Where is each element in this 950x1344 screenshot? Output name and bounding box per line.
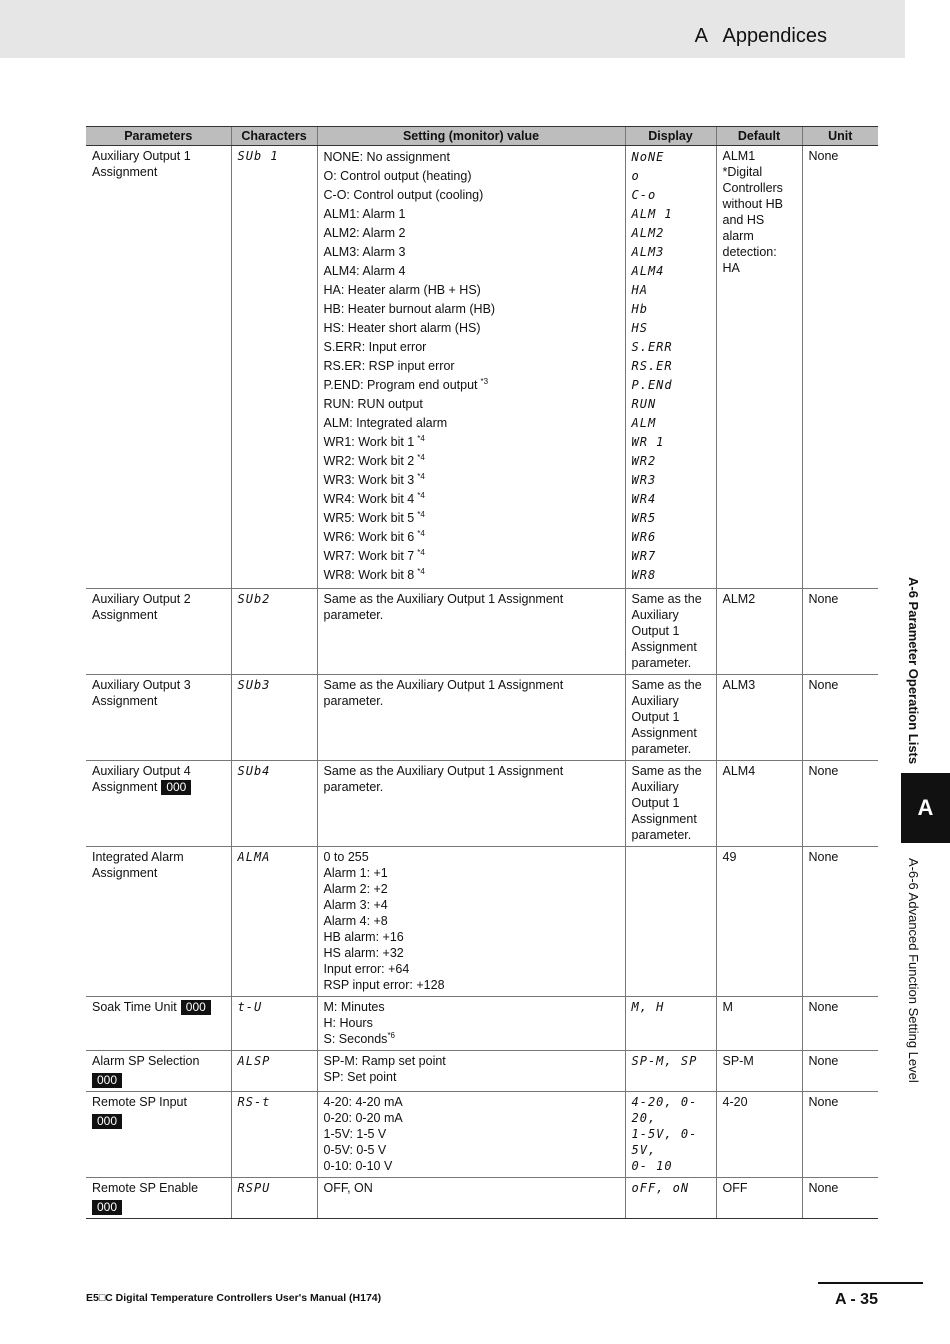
list-item — [632, 224, 710, 243]
list-item-text: 4-20: 4-20 mA — [323, 1095, 403, 1109]
list-item-text: ALM 1 — [631, 207, 673, 221]
param-characters: SUb2 — [231, 589, 317, 675]
list-item-text: ALM1 — [722, 149, 756, 163]
list-item — [324, 849, 619, 865]
list-item-text: Input error: +64 — [323, 962, 410, 976]
list-item-text: S.ERR: Input error — [323, 340, 427, 354]
list-item — [632, 186, 710, 205]
page-header — [0, 0, 905, 58]
footnote-ref: *4 — [417, 433, 425, 443]
list-item-text: WR5 — [631, 511, 657, 525]
list-item-text: 0-20: 0-20 mA — [323, 1111, 403, 1125]
list-item-text: WR4 — [631, 492, 657, 506]
default-value: ALM2 — [716, 589, 802, 675]
list-item-text: WR6: Work bit 6 — [323, 530, 415, 544]
param-characters: SUb 1 — [231, 146, 317, 589]
list-item-text: Alarm 3: +4 — [323, 898, 388, 912]
list-item — [632, 376, 710, 395]
list-item-text: ALM4 — [631, 264, 665, 278]
parameter-table — [86, 126, 878, 1219]
footnote-ref: *4 — [417, 528, 425, 538]
list-item — [324, 281, 619, 300]
list-item — [324, 1110, 619, 1126]
default-value: ALM4 — [716, 761, 802, 847]
list-item — [324, 897, 619, 913]
list-item-text: P.END: Program end output — [323, 378, 478, 392]
setting-item — [324, 1031, 619, 1047]
list-item-text: WR1: Work bit 1 — [323, 435, 415, 449]
param-name-text: Remote SP Enable — [92, 1181, 199, 1195]
display-text: oFF, oN — [625, 1178, 716, 1219]
list-item-text: WR3: Work bit 3 — [323, 473, 415, 487]
side-subsection-label: A-6-6 Advanced Function Setting Level — [906, 858, 921, 1083]
list-item — [324, 300, 619, 319]
list-item-text: WR8 — [631, 568, 657, 582]
param-characters: ALSP — [231, 1051, 317, 1092]
list-item — [632, 1094, 710, 1126]
footnote-ref: *4 — [417, 490, 425, 500]
list-item — [632, 547, 710, 566]
unit-value: None — [802, 1092, 878, 1178]
list-item-text: 0-5V: 0-5 V — [323, 1143, 387, 1157]
param-name — [86, 761, 231, 847]
list-item-text: HA: Heater alarm (HB + HS) — [323, 283, 481, 297]
list-item-text: Alarm 4: +8 — [323, 914, 388, 928]
list-item — [324, 865, 619, 881]
list-item — [632, 414, 710, 433]
list-item-text: NoNE — [631, 150, 665, 164]
list-item-text: HS alarm: +32 — [323, 946, 404, 960]
list-item — [324, 1094, 619, 1110]
param-name-text: Alarm SP Selection — [92, 1054, 200, 1068]
list-item-text: 1-5V: 1-5 V — [323, 1127, 387, 1141]
param-name-text: Soak Time Unit — [92, 1000, 177, 1014]
param-characters: RSPU — [231, 1178, 317, 1219]
list-item-text: C-O: Control output (cooling) — [323, 188, 484, 202]
list-item — [723, 196, 796, 212]
param-name — [86, 1178, 231, 1219]
param-characters: SUb3 — [231, 675, 317, 761]
setting-list — [317, 1092, 625, 1178]
list-item — [632, 281, 710, 300]
list-item-text: HB: Heater burnout alarm (HB) — [323, 302, 496, 316]
list-item — [324, 913, 619, 929]
list-item — [324, 433, 619, 452]
list-item-text: C-o — [631, 188, 657, 202]
table-row — [86, 1051, 878, 1092]
param-name: Auxiliary Output 1 Assignment — [86, 146, 231, 589]
list-item — [632, 148, 710, 167]
list-item — [324, 357, 619, 376]
list-item — [632, 1126, 710, 1158]
list-item — [632, 395, 710, 414]
setting-item: SP-M: Ramp set point — [323, 1054, 446, 1068]
list-item — [632, 357, 710, 376]
side-section-label: A-6 Parameter Operation Lists — [906, 577, 921, 765]
list-item — [632, 167, 710, 186]
list-item — [723, 148, 796, 164]
table-row — [86, 1178, 878, 1219]
footer-rule — [818, 1282, 923, 1284]
list-item — [324, 490, 619, 509]
list-item — [324, 566, 619, 585]
list-item — [324, 338, 619, 357]
list-item — [632, 433, 710, 452]
footnote-ref: *4 — [417, 471, 425, 481]
display-text: Same as the Auxiliary Output 1 Assignment parameter. — [625, 675, 716, 761]
footnote-ref: *4 — [417, 509, 425, 519]
list-item-text: 0 to 255 — [323, 850, 369, 864]
table-row — [86, 997, 878, 1051]
list-item-text: S.ERR — [631, 340, 673, 354]
list-item-text: HA — [722, 261, 740, 275]
list-item-text: alarm — [722, 229, 754, 243]
list-item — [324, 452, 619, 471]
display-list — [625, 146, 716, 589]
list-item — [632, 338, 710, 357]
list-item — [324, 167, 619, 186]
list-item-text: HA — [631, 283, 648, 297]
param-name-text: Remote SP Input — [92, 1095, 187, 1109]
level-badge: 000 — [92, 1114, 122, 1129]
list-item — [632, 205, 710, 224]
display-text — [625, 847, 716, 997]
list-item-text: RS.ER: RSP input error — [323, 359, 455, 373]
param-characters: SUb4 — [231, 761, 317, 847]
default-value: 4-20 — [716, 1092, 802, 1178]
param-name: Auxiliary Output 2 Assignment — [86, 589, 231, 675]
list-item-text: 4-20, 0-20, — [631, 1095, 698, 1125]
header-characters: Characters — [231, 127, 317, 146]
unit-value: None — [802, 761, 878, 847]
level-badge: 000 — [161, 780, 191, 795]
list-item — [324, 929, 619, 945]
page-number: A - 35 — [835, 1291, 878, 1308]
list-item-text: RUN — [631, 397, 657, 411]
param-name — [86, 997, 231, 1051]
list-item-text: O: Control output (heating) — [323, 169, 472, 183]
param-characters: t-U — [231, 997, 317, 1051]
list-item-text: WR8: Work bit 8 — [323, 568, 415, 582]
list-item — [324, 509, 619, 528]
unit-value: None — [802, 997, 878, 1051]
list-item-text: HS — [631, 321, 648, 335]
list-item — [324, 977, 619, 993]
table-row — [86, 589, 878, 675]
list-item — [632, 300, 710, 319]
level-badge: 000 — [92, 1200, 122, 1215]
unit-value: None — [802, 847, 878, 997]
default-value: 49 — [716, 847, 802, 997]
list-item-text: WR3 — [631, 473, 657, 487]
list-item — [632, 243, 710, 262]
list-item-text: WR 1 — [631, 435, 665, 449]
param-name: Auxiliary Output 3 Assignment — [86, 675, 231, 761]
list-item-text: detection: — [722, 245, 777, 259]
setting-item: SP: Set point — [323, 1070, 397, 1084]
display-text: Same as the Auxiliary Output 1 Assignment parameter. — [625, 589, 716, 675]
display-list — [625, 1092, 716, 1178]
list-item-text: ALM2: Alarm 2 — [323, 226, 406, 240]
param-name — [86, 1051, 231, 1092]
param-name-text: Auxiliary Output 4 Assignment — [92, 764, 191, 794]
default-value: ALM3 — [716, 675, 802, 761]
setting-text: Same as the Auxiliary Output 1 Assignment parameter. — [317, 761, 625, 847]
footnote-ref: *3 — [480, 376, 489, 386]
list-item-text: ALM2 — [631, 226, 665, 240]
setting-list — [317, 146, 625, 589]
list-item-text: WR2 — [631, 454, 657, 468]
footnote-ref: *6 — [387, 1030, 395, 1040]
list-item-text: ALM1: Alarm 1 — [323, 207, 406, 221]
table-row — [86, 675, 878, 761]
list-item-text: Hb — [631, 302, 648, 316]
list-item — [324, 376, 619, 395]
list-item — [324, 148, 619, 167]
unit-value: None — [802, 589, 878, 675]
list-item — [324, 243, 619, 262]
list-item — [723, 260, 796, 276]
list-item-text: o — [631, 169, 640, 183]
list-item-text: RSP input error: +128 — [323, 978, 445, 992]
list-item-text: HS: Heater short alarm (HS) — [323, 321, 481, 335]
param-characters: RS-t — [231, 1092, 317, 1178]
list-item-text: RUN: RUN output — [323, 397, 423, 411]
list-item — [632, 509, 710, 528]
setting-item: H: Hours — [323, 1016, 373, 1030]
list-item — [324, 414, 619, 433]
display-text: SP-M, SP — [625, 1051, 716, 1092]
list-item-text: *Digital — [722, 165, 763, 179]
list-item — [632, 528, 710, 547]
list-item — [324, 319, 619, 338]
list-item-text: WR6 — [631, 530, 657, 544]
list-item — [632, 262, 710, 281]
list-item-text: HB alarm: +16 — [323, 930, 404, 944]
list-item-text: WR5: Work bit 5 — [323, 511, 415, 525]
unit-value: None — [802, 146, 878, 589]
list-item — [324, 1158, 619, 1174]
list-item — [324, 1142, 619, 1158]
list-item-text: WR7: Work bit 7 — [323, 549, 415, 563]
list-item-text: and HS — [722, 213, 765, 227]
list-item-text: Controllers — [722, 181, 783, 195]
header-setting: Setting (monitor) value — [317, 127, 625, 146]
section-title: A Appendices — [694, 25, 827, 47]
list-item — [324, 395, 619, 414]
param-name — [86, 1092, 231, 1178]
table-header-row — [86, 127, 878, 146]
manual-title: E5□C Digital Temperature Controllers User's Manual (H174) — [86, 1292, 382, 1304]
table-row — [86, 1092, 878, 1178]
list-item-text: Alarm 2: +2 — [323, 882, 388, 896]
list-item — [632, 1158, 710, 1174]
list-item-text: Alarm 1: +1 — [323, 866, 388, 880]
list-item-text: RS.ER — [631, 359, 673, 373]
table-row — [86, 146, 878, 589]
list-item — [324, 961, 619, 977]
list-item-text: 1-5V, 0-5V, — [631, 1127, 698, 1157]
list-item — [632, 452, 710, 471]
list-item — [723, 212, 796, 228]
list-item — [324, 471, 619, 490]
unit-value: None — [802, 675, 878, 761]
list-item-text: WR7 — [631, 549, 657, 563]
display-text: M, H — [625, 997, 716, 1051]
unit-value: None — [802, 1051, 878, 1092]
footnote-ref: *4 — [417, 452, 425, 462]
list-item-text: ALM — [631, 416, 657, 430]
setting-list — [317, 1051, 625, 1092]
list-item — [324, 1126, 619, 1142]
list-item-text: WR4: Work bit 4 — [323, 492, 415, 506]
setting-item: M: Minutes — [323, 1000, 385, 1014]
list-item — [324, 205, 619, 224]
setting-text: Same as the Auxiliary Output 1 Assignment parameter. — [317, 675, 625, 761]
default-value: SP-M — [716, 1051, 802, 1092]
list-item — [632, 566, 710, 585]
setting-item-text: S: Seconds — [323, 1032, 388, 1046]
setting-text: OFF, ON — [317, 1178, 625, 1219]
setting-list — [317, 847, 625, 997]
list-item — [632, 490, 710, 509]
list-item — [324, 262, 619, 281]
table-row — [86, 847, 878, 997]
list-item — [324, 881, 619, 897]
list-item — [324, 186, 619, 205]
list-item — [632, 319, 710, 338]
header-unit: Unit — [802, 127, 878, 146]
list-item-text: NONE: No assignment — [323, 150, 450, 164]
list-item — [723, 180, 796, 196]
list-item-text: P.ENd — [631, 378, 673, 392]
setting-list — [317, 997, 625, 1051]
display-text: Same as the Auxiliary Output 1 Assignment parameter. — [625, 761, 716, 847]
list-item — [723, 164, 796, 180]
list-item-text: ALM3: Alarm 3 — [323, 245, 406, 259]
param-characters: ALMA — [231, 847, 317, 997]
table-row — [86, 761, 878, 847]
default-value — [716, 146, 802, 589]
list-item-text: 0-10: 0-10 V — [323, 1159, 393, 1173]
level-badge: 000 — [181, 1000, 211, 1015]
header-default: Default — [716, 127, 802, 146]
header-display: Display — [625, 127, 716, 146]
footnote-ref: *4 — [417, 547, 425, 557]
param-name: Integrated Alarm Assignment — [86, 847, 231, 997]
list-item — [632, 471, 710, 490]
list-item — [324, 224, 619, 243]
list-item — [324, 945, 619, 961]
list-item-text: ALM: Integrated alarm — [323, 416, 448, 430]
list-item-text: WR2: Work bit 2 — [323, 454, 415, 468]
setting-text: Same as the Auxiliary Output 1 Assignment parameter. — [317, 589, 625, 675]
appendix-tab: A — [901, 773, 950, 843]
list-item-text: ALM3 — [631, 245, 665, 259]
level-badge: 000 — [92, 1073, 122, 1088]
list-item-text: ALM4: Alarm 4 — [323, 264, 406, 278]
unit-value: None — [802, 1178, 878, 1219]
header-parameters: Parameters — [86, 127, 231, 146]
list-item — [324, 528, 619, 547]
list-item-text: without HB — [722, 197, 783, 211]
default-value: OFF — [716, 1178, 802, 1219]
list-item — [723, 244, 796, 260]
list-item — [723, 228, 796, 244]
default-value: M — [716, 997, 802, 1051]
list-item — [324, 547, 619, 566]
footnote-ref: *4 — [417, 566, 425, 576]
list-item-text: 0- 10 — [631, 1159, 673, 1173]
